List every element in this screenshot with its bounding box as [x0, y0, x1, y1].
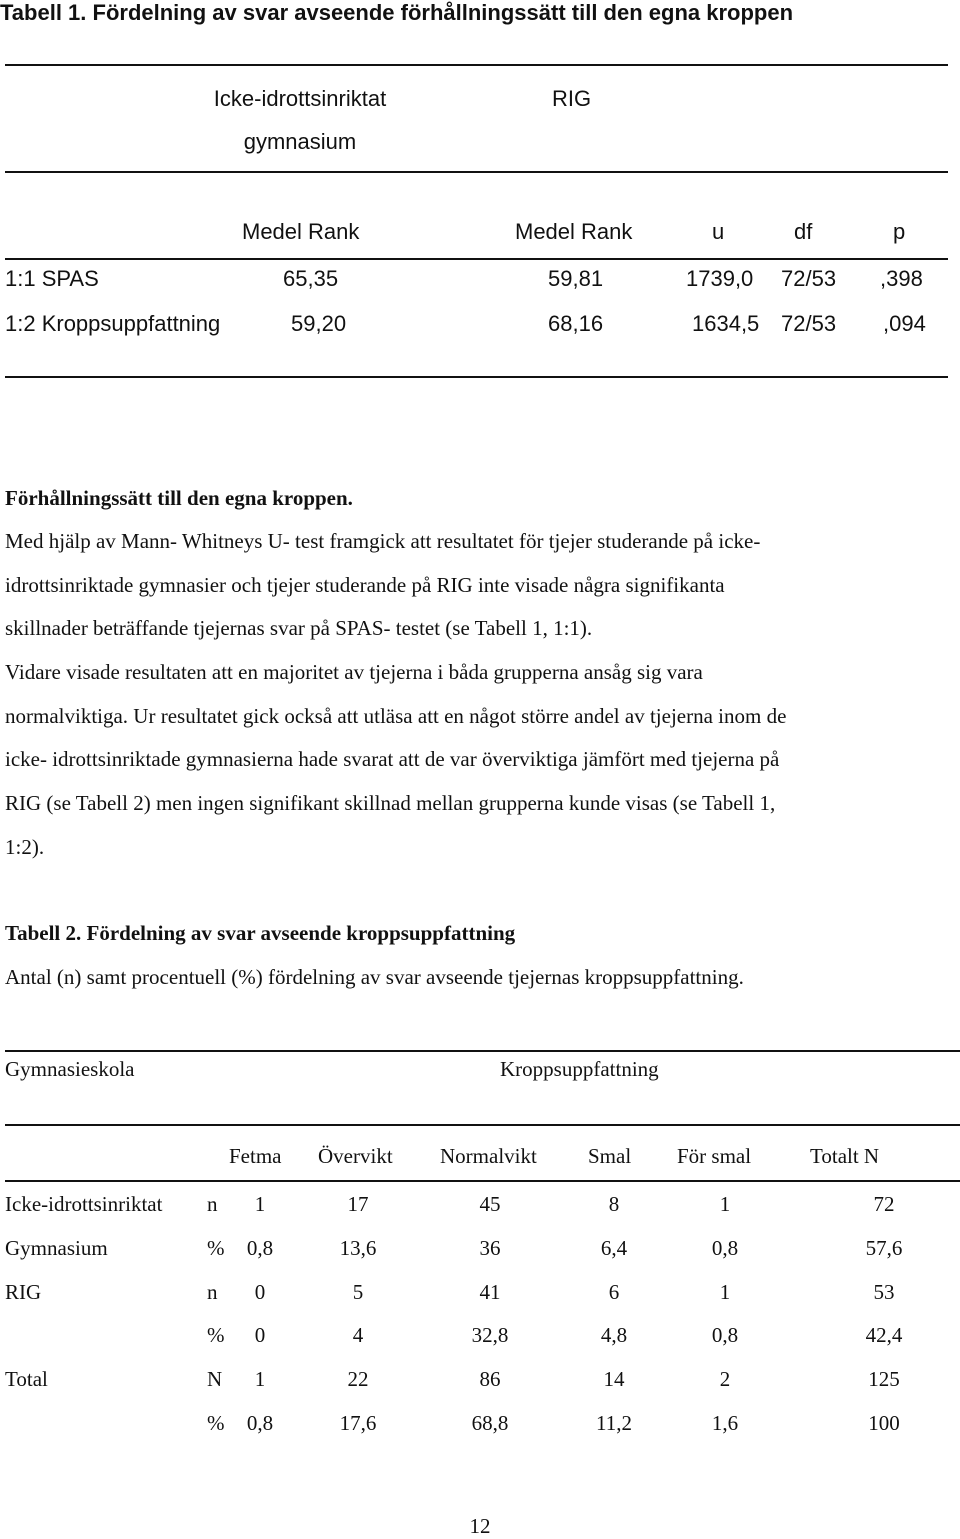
paragraph-line: normalviktiga. Ur resultatet gick också att utläsa att en något större andel av tjejerna inom de: [5, 704, 787, 728]
table2-cell: 5: [352, 1280, 364, 1304]
paragraph-line: idrottsinriktade gymnasier och tjejer studerande på RIG inte visade några signifikanta: [5, 573, 725, 597]
table1-header-medel-rank-2: Medel Rank: [515, 219, 633, 244]
table2-col-group: Gymnasieskola: [5, 1057, 135, 1081]
table1-caption: Tabell 1. Fördelning av svar avseende förhållningssätt till den egna kroppen: [0, 0, 794, 25]
table2-caption: Tabell 2. Fördelning av svar avseende kroppsuppfattning: [5, 921, 516, 945]
table1-group2: RIG: [552, 86, 592, 111]
table2-cell: 2: [719, 1367, 731, 1391]
table1-row-df: 72/53: [781, 266, 837, 291]
table2-row-label: RIG: [5, 1280, 42, 1304]
table2-cell: 41: [479, 1280, 501, 1304]
table2-cell: 6,4: [600, 1236, 628, 1260]
table2-cell: 0: [254, 1280, 266, 1304]
table1-row-df: 72/53: [781, 311, 837, 336]
table1-row-medel-2: 59,81: [548, 266, 604, 291]
table2-row-label: Total: [5, 1367, 48, 1391]
table2-header-smal: Smal: [588, 1144, 632, 1168]
table2-cell: 68,8: [471, 1411, 509, 1435]
table2-cell: 45: [479, 1192, 501, 1216]
table1-top-rule: [5, 64, 948, 66]
table2-cell: 0,8: [246, 1411, 274, 1435]
table2-row-stat: N: [207, 1367, 223, 1391]
table1-row-p: ,398: [880, 266, 923, 291]
table1-header-medel-rank-1: Medel Rank: [242, 219, 360, 244]
table2-cell: 11,2: [596, 1411, 632, 1435]
table2-cell: 17: [347, 1192, 369, 1216]
table2-row-stat: n: [207, 1192, 218, 1216]
paragraph-line: icke- idrottsinriktade gymnasierna hade svarat att de var överviktiga jämfört med tjejerna på: [5, 747, 780, 771]
table2-cell: 57,6: [865, 1236, 903, 1260]
table1-row-u: 1634,5: [692, 311, 760, 336]
table2-cell: 0,8: [711, 1236, 739, 1260]
table1-mid-rule: [5, 171, 948, 173]
table2-cell: 1,6: [711, 1411, 739, 1435]
table2-cell: 6: [608, 1280, 620, 1304]
table2-top-rule: [5, 1050, 960, 1052]
table2-cell: 36: [479, 1236, 501, 1260]
table2-cell: 0: [254, 1323, 266, 1347]
table1-row-p: ,094: [883, 311, 926, 336]
table2-row-label: Gymnasium: [5, 1236, 108, 1260]
table2-header-normalvikt: Normalvikt: [440, 1144, 537, 1168]
table2-row-stat: %: [207, 1411, 225, 1435]
section-heading: Förhållningssätt till den egna kroppen.: [5, 486, 353, 510]
table1-header-p: p: [893, 219, 906, 244]
table2-header-fetma: Fetma: [229, 1144, 282, 1168]
paragraph-line: Vidare visade resultaten att en majoritet av tjejerna i båda grupperna ansåg sig vara: [5, 660, 703, 684]
table2-cell: 8: [608, 1192, 620, 1216]
table2-col-main: Kroppsuppfattning: [500, 1057, 659, 1081]
table2-cell: 4,8: [600, 1323, 628, 1347]
table1-row-medel-1: 65,35: [283, 266, 339, 291]
table2-cell: 53: [873, 1280, 895, 1304]
paragraph-line: Med hjälp av Mann- Whitneys U- test framgick att resultatet för tjejer studerande på icke-: [5, 529, 761, 553]
table2-cell: 4: [352, 1323, 364, 1347]
table2-subtitle: Antal (n) samt procentuell (%) fördelning av svar avseende tjejernas kroppsuppfattning.: [5, 965, 744, 989]
table2-cell: 42,4: [865, 1323, 903, 1347]
table2-header-rule: [5, 1180, 960, 1182]
paragraph-line: 1:2).: [5, 835, 45, 859]
table1-row-label: 1:2 Kroppsuppfattning: [5, 311, 221, 336]
table2-cell: 1: [254, 1192, 266, 1216]
table2-cell: 22: [347, 1367, 369, 1391]
table1-row-label: 1:1 SPAS: [5, 266, 99, 291]
table1-bottom-rule: [5, 376, 948, 378]
table1-group1-line2: gymnasium: [243, 129, 357, 154]
table1-row-medel-2: 68,16: [548, 311, 604, 336]
table2-cell: 1: [719, 1192, 731, 1216]
table1-row-u: 1739,0: [686, 266, 754, 291]
table2-cell: 32,8: [471, 1323, 509, 1347]
table2-cell: 86: [479, 1367, 501, 1391]
table2-cell: 13,6: [339, 1236, 377, 1260]
table2-cell: 17,6: [339, 1411, 377, 1435]
table2-header-totalt: Totalt N: [810, 1144, 880, 1168]
table2-cell: 1: [254, 1367, 266, 1391]
table2-cell: 1: [719, 1280, 731, 1304]
table1-row-medel-1: 59,20: [291, 311, 347, 336]
table2-cell: 14: [603, 1367, 625, 1391]
table1-header-rule: [5, 258, 948, 260]
table2-header-for-smal: För smal: [677, 1144, 752, 1168]
table2-row-stat: %: [207, 1323, 225, 1347]
table2-mid-rule: [5, 1124, 960, 1126]
table2-cell: 0,8: [246, 1236, 274, 1260]
table2-row-label: Icke-idrottsinriktat: [5, 1192, 163, 1216]
paragraph-line: RIG (se Tabell 2) men ingen signifikant skillnad mellan grupperna kunde visas (se Tabell 1,: [5, 791, 776, 815]
page-number: 12: [469, 1514, 491, 1538]
table2-row-stat: %: [207, 1236, 225, 1260]
table2-cell: 100: [868, 1411, 900, 1435]
table2-header-overvikt: Övervikt: [318, 1144, 393, 1168]
table2-row-stat: n: [207, 1280, 218, 1304]
table1-header-u: u: [712, 219, 725, 244]
paragraph-line: skillnader beträffande tjejernas svar på SPAS- testet (se Tabell 1, 1:1).: [5, 616, 593, 640]
table2-cell: 72: [873, 1192, 895, 1216]
table1-header-df: df: [794, 219, 813, 244]
table2-cell: 0,8: [711, 1323, 739, 1347]
table2-cell: 125: [868, 1367, 900, 1391]
table1-group1-line1: Icke-idrottsinriktat: [213, 86, 387, 111]
